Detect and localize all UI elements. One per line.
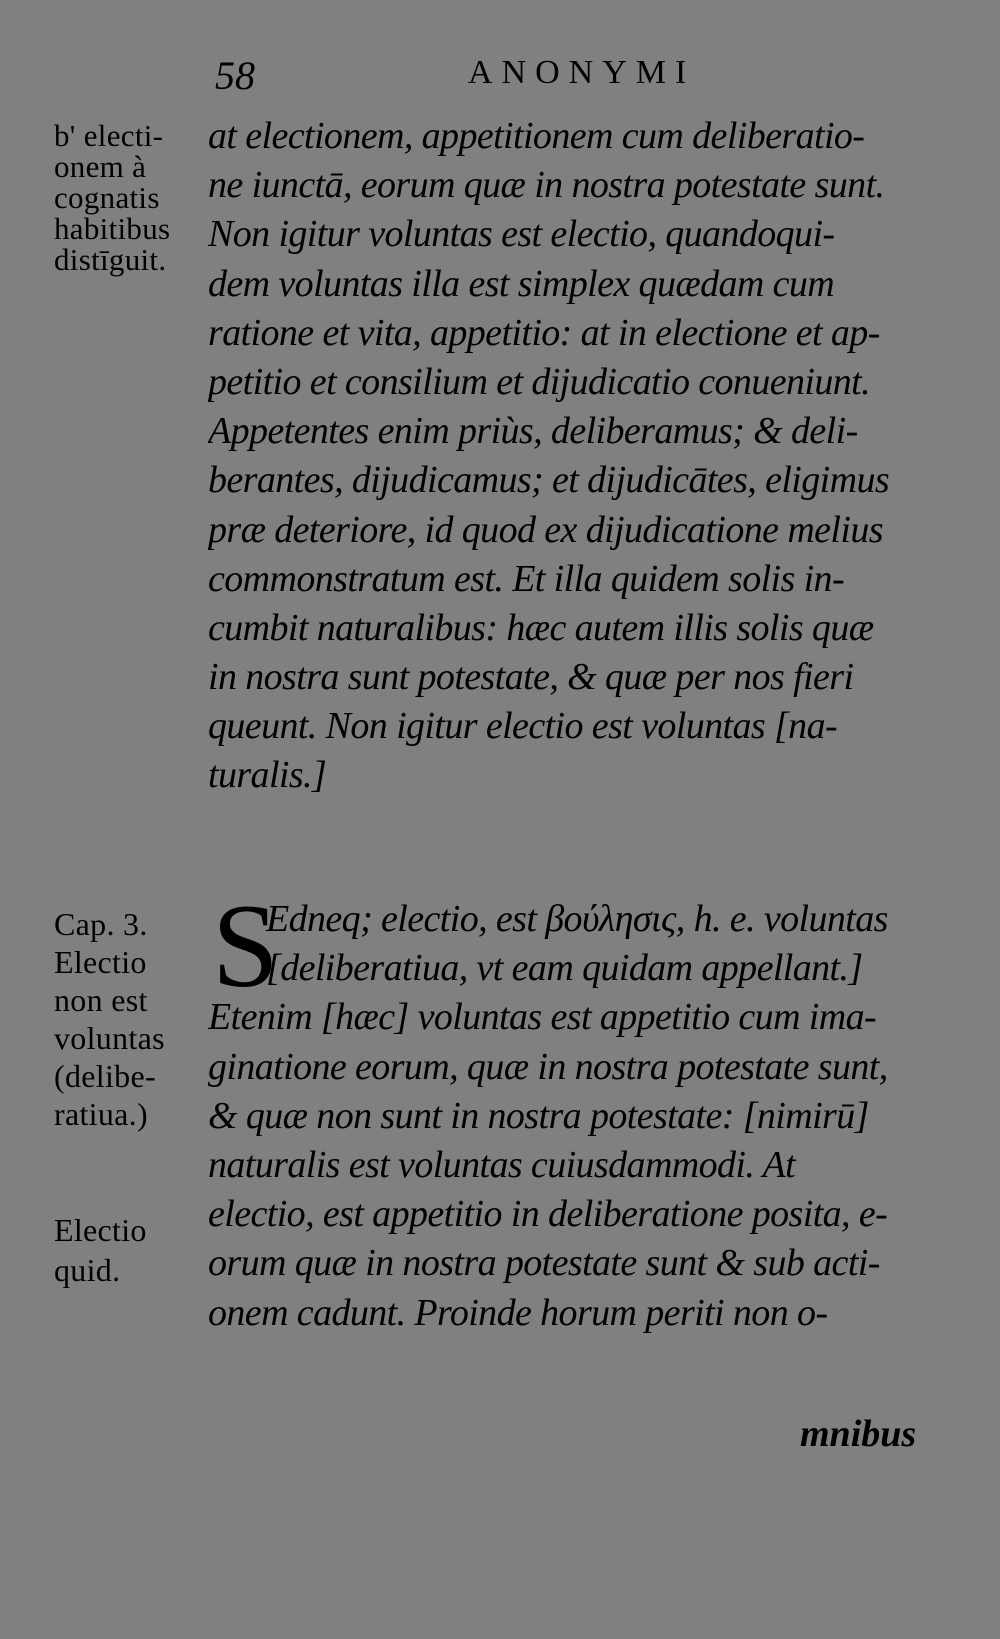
text-line: in nostra sunt potestate, & quæ per nos fieri xyxy=(208,656,854,699)
text-block-2 xyxy=(208,879,940,1338)
margin-note-line: ratiua.) xyxy=(54,1096,148,1132)
text-line: ne iunctā, eorum quæ in nostra potestate sunt. xyxy=(208,164,885,207)
margin-note-line: Electio xyxy=(54,1212,147,1248)
text-line: cumbit naturalibus: hæc autem illis solis quæ xyxy=(208,606,874,649)
margin-note-1 xyxy=(54,120,212,275)
text-line: onem cadunt. Proinde horum periti non o- xyxy=(208,1291,828,1334)
page-number: 58 xyxy=(215,53,255,98)
text-line: præ deteriore, id quod ex dijudicatione melius xyxy=(208,508,883,551)
text-line: berantes, dijudicamus; et dijudicātes, eligimus xyxy=(208,459,890,502)
margin-note-line: onem à xyxy=(54,149,147,184)
running-title: ANONYMI xyxy=(468,54,696,91)
page-header xyxy=(0,52,1000,102)
margin-note-line: (delibe- xyxy=(54,1058,156,1094)
text-line: ginatione eorum, quæ in nostra potestate sunt, xyxy=(208,1045,888,1088)
margin-note-2 xyxy=(54,905,212,1133)
margin-note-line: non est xyxy=(54,982,148,1018)
text-line: ratione et vita, appetitio: at in electione et ap- xyxy=(208,311,880,354)
margin-note-line: Electio xyxy=(54,944,147,980)
text-line: & quæ non sunt in nostra potestate: [nimirū] xyxy=(208,1094,869,1137)
text-line: turalis.] xyxy=(208,754,327,797)
text-line: orum quæ in nostra potestate sunt & sub acti- xyxy=(208,1242,880,1285)
text-line: Non igitur voluntas est electio, quandoqui- xyxy=(208,213,835,256)
text-line: Appetentes enim priùs, deliberamus; & deli- xyxy=(208,410,858,453)
text-block-1 xyxy=(208,112,940,801)
margin-note-line: b' electi- xyxy=(54,118,164,153)
text-line: at electionem, appetitionem cum deliberatio- xyxy=(208,115,865,157)
drop-cap: S xyxy=(212,879,279,1012)
text-line: dem voluntas illa est simplex quædam cum xyxy=(208,262,835,305)
text-line: Edneq; electio, est βούλησις, h. e. voluntas xyxy=(266,898,888,940)
text-line: queunt. Non igitur electio est voluntas [na- xyxy=(208,705,838,748)
text-line: [deliberatiua, vt eam quidam appellant.] xyxy=(266,947,863,990)
text-line: electio, est appetitio in deliberatione posita, e- xyxy=(208,1193,888,1236)
text-line: commonstratum est. Et illa quidem solis in- xyxy=(208,557,845,600)
margin-note-line: habitibus xyxy=(54,211,171,246)
margin-note-3 xyxy=(54,1210,212,1290)
text-line: Etenim [hæc] voluntas est appetitio cum ima- xyxy=(208,996,877,1039)
margin-note-line: voluntas xyxy=(54,1020,165,1056)
text-line: petitio et consilium et dijudicatio conueniunt. xyxy=(208,360,871,403)
catchword: mnibus xyxy=(800,1413,917,1455)
margin-note-line: distīguit. xyxy=(54,242,167,277)
margin-note-line: cognatis xyxy=(54,180,160,215)
text-line: naturalis est voluntas cuiusdammodi. At xyxy=(208,1143,796,1186)
margin-note-line: Cap. 3. xyxy=(54,906,148,942)
margin-note-line: quid. xyxy=(54,1252,121,1288)
